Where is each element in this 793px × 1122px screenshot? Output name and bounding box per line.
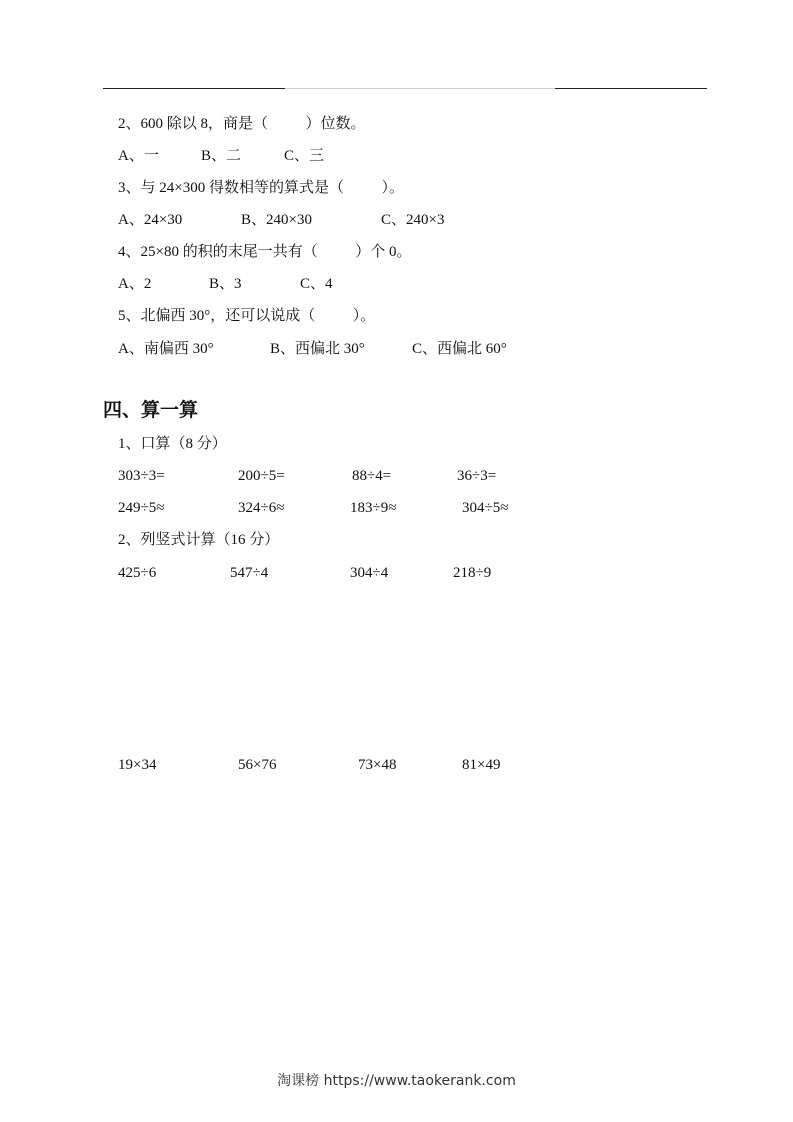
vertical-row2-item4: 81×49 [462, 757, 501, 773]
question-4-option-b: B、3 [209, 276, 242, 292]
oral-row2-item3: 183÷9≈ [350, 500, 397, 516]
question-2-stem: 2、600 除以 8，商是（ ）位数。 [118, 116, 366, 132]
oral-row2-item1: 249÷5≈ [118, 500, 165, 516]
oral-row1-item2: 200÷5= [238, 468, 285, 484]
question-2-option-c: C、三 [284, 148, 325, 164]
header-rule-left [103, 88, 285, 89]
question-2-option-b: B、二 [201, 148, 242, 164]
footer-watermark-link[interactable]: 淘课榜 https://www.taokerank.com [277, 1073, 516, 1089]
header-rule-right [555, 88, 707, 89]
section-4-heading: 四、算一算 [103, 399, 199, 421]
question-5-stem: 5、北偏西 30°，还可以说成（ ）。 [118, 308, 376, 324]
question-3-option-a: A、24×30 [118, 212, 183, 228]
question-3-option-b: B、240×30 [241, 212, 312, 228]
question-4-stem: 4、25×80 的积的末尾一共有（ ）个 0。 [118, 244, 412, 260]
oral-row1-item3: 88÷4= [352, 468, 392, 484]
vertical-row2-item2: 56×76 [238, 757, 277, 773]
vertical-row2-item1: 19×34 [118, 757, 157, 773]
question-4-option-c: C、4 [300, 276, 333, 292]
vertical-row1-item4: 218÷9 [453, 565, 492, 581]
oral-row2-item2: 324÷6≈ [238, 500, 285, 516]
question-3-option-c: C、240×3 [381, 212, 445, 228]
vertical-row1-item2: 547÷4 [230, 565, 269, 581]
vertical-calc-title: 2、列竖式计算（16 分） [118, 532, 280, 548]
oral-calc-title: 1、口算（8 分） [118, 436, 227, 452]
oral-row1-item1: 303÷3= [118, 468, 165, 484]
header-rule-middle [285, 88, 555, 89]
question-3-stem: 3、与 24×300 得数相等的算式是（ ）。 [118, 180, 404, 196]
vertical-row2-item3: 73×48 [358, 757, 397, 773]
oral-row1-item4: 36÷3= [457, 468, 497, 484]
vertical-row1-item1: 425÷6 [118, 565, 157, 581]
question-5-option-c: C、西偏北 60° [412, 341, 507, 357]
question-4-option-a: A、2 [118, 276, 152, 292]
oral-row2-item4: 304÷5≈ [462, 500, 509, 516]
question-5-option-b: B、西偏北 30° [270, 341, 365, 357]
question-5-option-a: A、南偏西 30° [118, 341, 214, 357]
question-2-option-a: A、一 [118, 148, 159, 164]
vertical-row1-item3: 304÷4 [350, 565, 389, 581]
